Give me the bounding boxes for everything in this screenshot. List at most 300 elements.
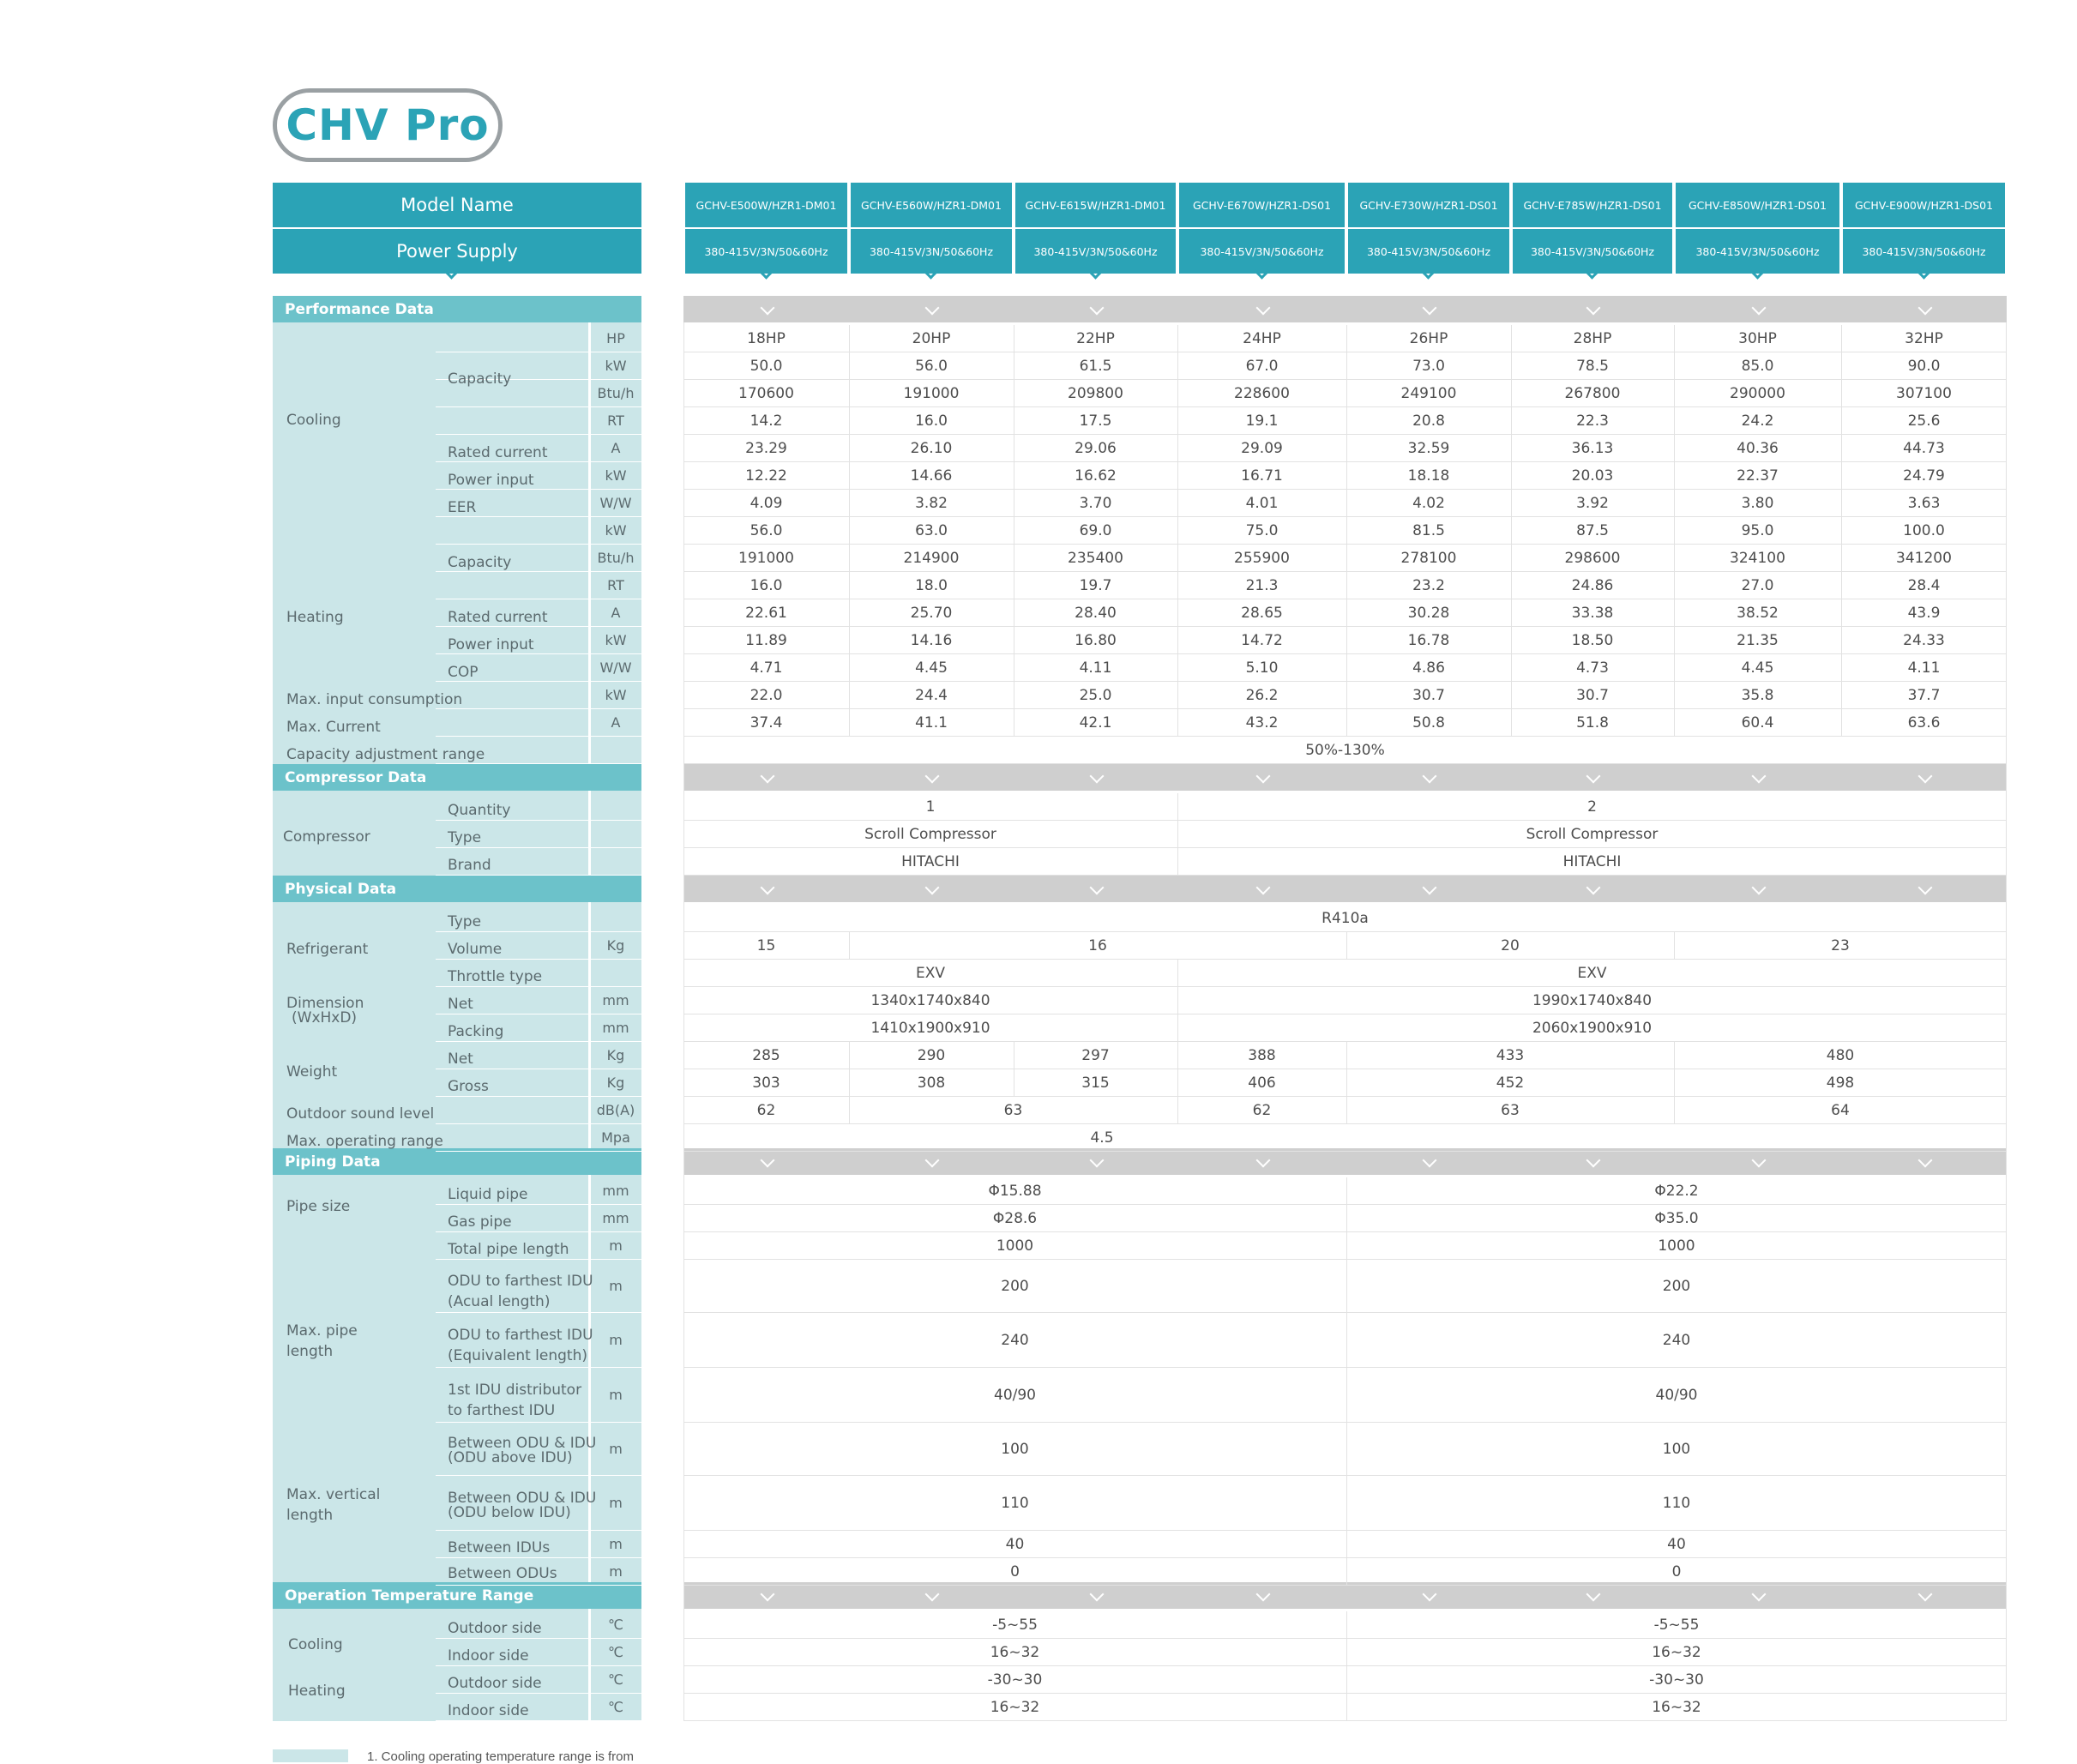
label-type: Type	[448, 829, 482, 846]
data-cell: 22.61	[745, 605, 787, 622]
unit-m: m	[609, 1536, 623, 1552]
grid-line	[683, 571, 2007, 572]
data-cell: 41.1	[915, 714, 948, 731]
unit-rt: RT	[607, 412, 624, 429]
grid-line	[683, 1123, 2007, 1124]
row-divider	[436, 681, 641, 682]
label-weight: Weight	[286, 1063, 338, 1081]
cell-divider	[1346, 709, 1347, 737]
cell-divider	[1511, 682, 1512, 709]
footnote-1: 1. Cooling operating temperature range is from	[367, 1749, 635, 1764]
gray-band	[683, 1148, 2007, 1175]
data-cell: 498	[1826, 1075, 1855, 1092]
data-cell: 200	[1001, 1278, 1029, 1295]
data-cell: 56.0	[750, 522, 783, 539]
data-cell: 16~32	[1652, 1644, 1701, 1661]
data-cell: 255900	[1234, 550, 1290, 567]
cell-divider	[1346, 1177, 1347, 1205]
cell-divider	[1511, 407, 1512, 435]
data-cell: 4.02	[1412, 495, 1445, 512]
grid-line	[683, 875, 2007, 876]
cell-divider	[1674, 627, 1675, 654]
cell-divider	[1177, 545, 1178, 572]
cell-divider	[1346, 325, 1347, 352]
unit-mm: mm	[602, 992, 629, 1008]
data-cell: 63.6	[1907, 714, 1941, 731]
cell-divider	[1674, 599, 1675, 627]
data-cell: HITACHI	[901, 853, 960, 870]
label-gas-pipe: Gas pipe	[448, 1213, 512, 1231]
data-cell: 43.2	[1245, 714, 1279, 731]
cell-divider	[1346, 1611, 1347, 1639]
row-divider	[436, 875, 641, 876]
data-cell: 2	[1587, 798, 1597, 816]
cell-divider	[1346, 1232, 1347, 1260]
data-cell: 24.79	[1903, 467, 1945, 485]
data-cell: 4.01	[1245, 495, 1279, 512]
cell-divider	[1841, 682, 1842, 709]
grid-line	[683, 1557, 2007, 1558]
grid-line	[683, 1231, 2007, 1232]
cell-divider	[1841, 709, 1842, 737]
row-divider	[436, 1422, 641, 1423]
data-cell: 24.4	[915, 687, 948, 704]
label-compressor: Compressor	[283, 828, 370, 846]
data-cell: 18.50	[1571, 632, 1614, 649]
data-cell: 23.29	[745, 440, 787, 457]
grid-line	[683, 1096, 2007, 1097]
cell-divider	[1346, 352, 1347, 380]
unit-m: m	[609, 1237, 623, 1254]
row-divider	[436, 1530, 641, 1531]
cell-divider	[1177, 599, 1178, 627]
data-cell: 40.36	[1737, 440, 1779, 457]
row-divider	[436, 1259, 641, 1260]
data-cell: 63	[1003, 1102, 1023, 1119]
power-supply-header: Power Supply	[273, 229, 641, 274]
data-cell: 22HP	[1076, 330, 1115, 347]
cell-divider	[1346, 682, 1347, 709]
grid-line	[683, 847, 2007, 848]
data-cell: 15	[756, 937, 776, 954]
data-cell: 285	[752, 1047, 780, 1064]
data-cell: 40/90	[1655, 1387, 1698, 1404]
refrigerant-type-cell: R410a	[1321, 910, 1369, 927]
cell-divider	[1511, 545, 1512, 572]
data-cell: 19.1	[1245, 412, 1279, 430]
row-divider	[436, 571, 641, 572]
capacity-range-cell: 50%-130%	[1305, 742, 1385, 759]
label-heat-out: Outdoor side	[448, 1675, 542, 1692]
data-cell: 110	[1662, 1495, 1691, 1512]
data-cell: 56.0	[915, 358, 948, 375]
data-cell: 36.13	[1571, 440, 1614, 457]
data-cell: 388	[1248, 1047, 1276, 1064]
model-name-cell: GCHV-E900W/HZR1-DS01	[1843, 183, 2005, 227]
data-cell: 26.2	[1245, 687, 1279, 704]
data-cell: 23	[1831, 937, 1850, 954]
cell-divider	[1674, 572, 1675, 599]
gray-band	[683, 296, 2007, 322]
row-divider	[436, 1367, 641, 1368]
cell-divider	[1511, 352, 1512, 380]
data-cell: 38.52	[1737, 605, 1779, 622]
data-cell: -5~55	[992, 1616, 1038, 1634]
label-odu-far-2: (Acual length)	[448, 1293, 551, 1310]
data-cell: 24HP	[1243, 330, 1281, 347]
data-cell: 4.73	[1576, 659, 1609, 677]
label-odu-equiv-2: (Equivalent length)	[448, 1347, 587, 1364]
cell-divider	[1841, 517, 1842, 545]
cell-divider	[1841, 490, 1842, 517]
label-idu-dist-1: 1st IDU distributor	[448, 1382, 582, 1399]
row-divider	[436, 931, 641, 932]
data-cell: 1340x1740x840	[870, 992, 990, 1009]
cell-divider	[849, 545, 850, 572]
row-divider	[436, 1123, 641, 1124]
row-divider	[436, 959, 641, 960]
grid-line	[683, 708, 2007, 709]
data-cell: 51.8	[1576, 714, 1609, 731]
data-cell: 63.0	[915, 522, 948, 539]
data-cell: 18.18	[1407, 467, 1450, 485]
data-cell: 50.8	[1412, 714, 1445, 731]
grid-line	[683, 820, 2007, 821]
data-cell: 16	[1088, 937, 1107, 954]
section-operation: Operation Temperature Range	[273, 1582, 641, 1609]
row-divider	[436, 736, 641, 737]
label-cap-adj: Capacity adjustment range	[286, 746, 485, 763]
cell-divider	[1346, 407, 1347, 435]
data-cell: 0	[1671, 1563, 1682, 1580]
data-cell: 4.11	[1079, 659, 1112, 677]
cell-divider	[1346, 932, 1347, 960]
data-cell: 20.8	[1412, 412, 1445, 430]
label-power-input: Power input	[448, 472, 534, 489]
cell-divider	[1177, 709, 1178, 737]
cell-divider	[1346, 490, 1347, 517]
data-cell: 307100	[1896, 385, 1952, 402]
label-capacity: Capacity	[448, 370, 512, 388]
data-cell: 28.65	[1241, 605, 1283, 622]
data-cell: 240	[1662, 1332, 1691, 1349]
gray-band	[683, 876, 2007, 902]
data-cell: 249100	[1400, 385, 1457, 402]
cell-divider	[1346, 572, 1347, 599]
cell-divider	[849, 435, 850, 462]
cell-divider	[1674, 1097, 1675, 1124]
row-divider	[436, 1475, 641, 1476]
cell-divider	[1346, 545, 1347, 572]
unit-rt: RT	[607, 577, 624, 593]
unit-kg: Kg	[606, 1075, 625, 1091]
data-cell: Φ28.6	[992, 1210, 1038, 1227]
data-cell: 73.0	[1412, 358, 1445, 375]
cell-divider	[1346, 1368, 1347, 1423]
data-cell: 62	[756, 1102, 776, 1119]
power-supply-cell: 380-415V/3N/50&60Hz	[1843, 229, 2005, 274]
grid-line	[683, 931, 2007, 932]
cell-divider	[849, 1069, 850, 1097]
cell-divider	[1346, 1260, 1347, 1313]
data-cell: 67.0	[1245, 358, 1279, 375]
grid-line	[683, 653, 2007, 654]
data-cell: 214900	[903, 550, 960, 567]
cell-divider	[1346, 1313, 1347, 1368]
cell-divider	[1346, 654, 1347, 682]
grid-line	[683, 434, 2007, 435]
label-gross: Gross	[448, 1078, 489, 1095]
data-cell: 3.63	[1907, 495, 1941, 512]
data-cell: 78.5	[1576, 358, 1609, 375]
label-cop: COP	[448, 664, 479, 681]
grid-line	[683, 1151, 2007, 1152]
cell-divider	[1511, 435, 1512, 462]
data-cell: 4.11	[1907, 659, 1941, 677]
data-cell: 75.0	[1245, 522, 1279, 539]
label-below-2: (ODU below IDU)	[448, 1504, 571, 1521]
grid-line	[683, 516, 2007, 517]
data-cell: 28.4	[1907, 577, 1941, 594]
cell-divider	[1841, 435, 1842, 462]
data-cell: 42.1	[1079, 714, 1112, 731]
data-cell: 20	[1501, 937, 1520, 954]
cell-divider	[849, 654, 850, 682]
unit-hp: HP	[606, 330, 625, 346]
cell-divider	[1177, 380, 1178, 407]
data-cell: 3.82	[915, 495, 948, 512]
data-cell: 4.45	[915, 659, 948, 677]
data-cell: 30HP	[1738, 330, 1777, 347]
grid-line	[683, 379, 2007, 380]
data-cell: 40/90	[994, 1387, 1036, 1404]
section-piping: Piping Data	[273, 1148, 641, 1175]
grid-line	[683, 406, 2007, 407]
cell-divider	[1346, 462, 1347, 490]
data-cell: 30.7	[1412, 687, 1445, 704]
label-heating: Heating	[286, 609, 344, 626]
data-cell: Scroll Compressor	[1526, 826, 1659, 843]
grid-line	[683, 1665, 2007, 1666]
data-cell: 0	[1010, 1563, 1020, 1580]
data-cell: 22.0	[750, 687, 783, 704]
row-divider	[436, 1720, 641, 1721]
gray-band	[683, 764, 2007, 791]
cell-divider	[849, 572, 850, 599]
cell-divider	[1841, 325, 1842, 352]
grid-line	[683, 986, 2007, 987]
data-cell: 95.0	[1741, 522, 1774, 539]
unit-btu: Btu/h	[597, 550, 635, 566]
data-cell: 85.0	[1741, 358, 1774, 375]
grid-line	[683, 1638, 2007, 1639]
label-dimension: Dimension	[286, 995, 364, 1012]
cell-divider	[1177, 1042, 1178, 1069]
grid-line	[683, 1720, 2007, 1721]
unit-btu: Btu/h	[597, 385, 635, 401]
unit-kw: kW	[605, 358, 627, 374]
unit-a: A	[611, 605, 621, 621]
cell-divider	[1346, 1694, 1347, 1721]
data-cell: 25.6	[1907, 412, 1941, 430]
data-cell: Φ15.88	[988, 1183, 1042, 1200]
unit-ww: W/W	[599, 495, 632, 511]
cell-divider	[1177, 1014, 1178, 1042]
cell-divider	[1511, 462, 1512, 490]
grid-line	[683, 1475, 2007, 1476]
row-divider	[436, 1231, 641, 1232]
cell-divider	[1674, 407, 1675, 435]
model-name-cell: GCHV-E500W/HZR1-DM01	[685, 183, 847, 227]
grid-line	[683, 1530, 2007, 1531]
cell-divider	[1346, 627, 1347, 654]
unit-m: m	[609, 1495, 623, 1511]
data-cell: 22.37	[1737, 467, 1779, 485]
section-compressor: Compressor Data	[273, 764, 641, 791]
unit-m: m	[609, 1278, 623, 1294]
cell-divider	[1177, 572, 1178, 599]
data-cell: 40	[1005, 1536, 1025, 1553]
data-cell: 25.0	[1079, 687, 1112, 704]
data-cell: 32HP	[1905, 330, 1943, 347]
cell-divider	[849, 599, 850, 627]
label-quantity: Quantity	[448, 802, 511, 819]
grid-line	[683, 1422, 2007, 1423]
cell-divider	[849, 932, 850, 960]
cell-divider	[1841, 627, 1842, 654]
data-cell: 29.06	[1075, 440, 1117, 457]
grid-line	[683, 1041, 2007, 1042]
data-cell: 16.80	[1075, 632, 1117, 649]
data-cell: 100.0	[1903, 522, 1945, 539]
grid-line	[683, 544, 2007, 545]
cell-divider	[1841, 599, 1842, 627]
unit-kw: kW	[605, 467, 627, 484]
label-brand: Brand	[448, 857, 491, 874]
grid-line	[683, 763, 2007, 764]
cell-divider	[1346, 1666, 1347, 1694]
data-cell: 16.78	[1407, 632, 1450, 649]
cell-divider	[1841, 572, 1842, 599]
cell-divider	[849, 627, 850, 654]
row-divider	[436, 847, 641, 848]
label-cool-in: Indoor side	[448, 1647, 529, 1665]
model-name-cell: GCHV-E850W/HZR1-DS01	[1676, 183, 1839, 227]
label-dimension-sub: (WxHxD)	[292, 1009, 358, 1026]
data-cell: 16~32	[1652, 1699, 1701, 1716]
unit-mpa: Mpa	[601, 1129, 630, 1146]
cell-divider	[849, 517, 850, 545]
row-divider	[436, 516, 641, 517]
data-cell: 290000	[1730, 385, 1785, 402]
cell-divider	[1674, 682, 1675, 709]
row-divider	[436, 820, 641, 821]
label-outdoor-sound: Outdoor sound level	[286, 1105, 435, 1123]
cell-divider	[1511, 599, 1512, 627]
row-divider	[436, 1693, 641, 1694]
cell-divider	[1177, 821, 1178, 848]
row-divider	[436, 1585, 641, 1586]
data-cell: 27.0	[1741, 577, 1774, 594]
data-cell: 14.66	[910, 467, 953, 485]
data-cell: 110	[1001, 1495, 1029, 1512]
unit-celsius: ℃	[608, 1671, 623, 1688]
label-max-current: Max. Current	[286, 719, 381, 736]
label-volume: Volume	[448, 941, 503, 958]
cell-divider	[1177, 517, 1178, 545]
cell-divider	[1346, 1639, 1347, 1666]
data-cell: 28.40	[1075, 605, 1117, 622]
data-cell: 14.16	[910, 632, 953, 649]
label-above-1: Between ODU & IDU	[448, 1435, 597, 1452]
cell-divider	[1674, 325, 1675, 352]
grid-line	[683, 1693, 2007, 1694]
label-rated-current-heat: Rated current	[448, 609, 548, 626]
data-cell: 5.10	[1245, 659, 1279, 677]
row-divider	[436, 1312, 641, 1313]
unit-mm: mm	[602, 1183, 629, 1199]
data-cell: 14.2	[750, 412, 783, 430]
cell-divider	[1177, 987, 1178, 1014]
power-supply-cell: 380-415V/3N/50&60Hz	[1676, 229, 1839, 274]
label-dim-net: Net	[448, 996, 473, 1013]
cell-divider	[1346, 1423, 1347, 1476]
data-cell: 16.71	[1241, 467, 1283, 485]
data-cell: 50.0	[750, 358, 783, 375]
label-below-1: Between ODU & IDU	[448, 1490, 597, 1507]
label-eer: EER	[448, 499, 477, 516]
row-divider	[436, 763, 641, 764]
unit-db: dB(A)	[596, 1102, 635, 1118]
row-divider	[436, 434, 641, 435]
grid-line	[683, 489, 2007, 490]
unit-kw: kW	[605, 522, 627, 539]
data-cell: 452	[1496, 1075, 1525, 1092]
cell-divider	[1346, 517, 1347, 545]
legend-swatch	[273, 1749, 348, 1762]
label-heat-in: Indoor side	[448, 1702, 529, 1719]
data-cell: 433	[1496, 1047, 1525, 1064]
grid-line	[683, 736, 2007, 737]
grid-line	[683, 1204, 2007, 1205]
data-cell: 37.7	[1907, 687, 1941, 704]
row-divider	[436, 406, 641, 407]
cell-divider	[1674, 352, 1675, 380]
data-cell: 1	[925, 798, 936, 816]
cell-divider	[1346, 1476, 1347, 1531]
data-cell: 11.89	[745, 632, 787, 649]
label-capacity-heat: Capacity	[448, 554, 512, 571]
data-cell: 406	[1248, 1075, 1276, 1092]
data-cell: 4.86	[1412, 659, 1445, 677]
power-supply-cell: 380-415V/3N/50&60Hz	[1348, 229, 1509, 274]
cell-divider	[849, 325, 850, 352]
row-divider	[436, 461, 641, 462]
label-max-pipe-1: Max. pipe	[286, 1322, 358, 1340]
cell-divider	[849, 1042, 850, 1069]
cell-divider	[1511, 490, 1512, 517]
power-supply-cell: 380-415V/3N/50&60Hz	[685, 229, 847, 274]
unit-m: m	[609, 1441, 623, 1457]
row-divider	[436, 1204, 641, 1205]
data-cell: Φ35.0	[1654, 1210, 1699, 1227]
data-cell: 228600	[1234, 385, 1290, 402]
data-cell: 23.2	[1412, 577, 1445, 594]
power-supply-cell: 380-415V/3N/50&60Hz	[1015, 229, 1176, 274]
model-name-cell: GCHV-E560W/HZR1-DM01	[851, 183, 1012, 227]
label-op-cooling: Cooling	[288, 1636, 343, 1653]
data-cell: 35.8	[1741, 687, 1774, 704]
